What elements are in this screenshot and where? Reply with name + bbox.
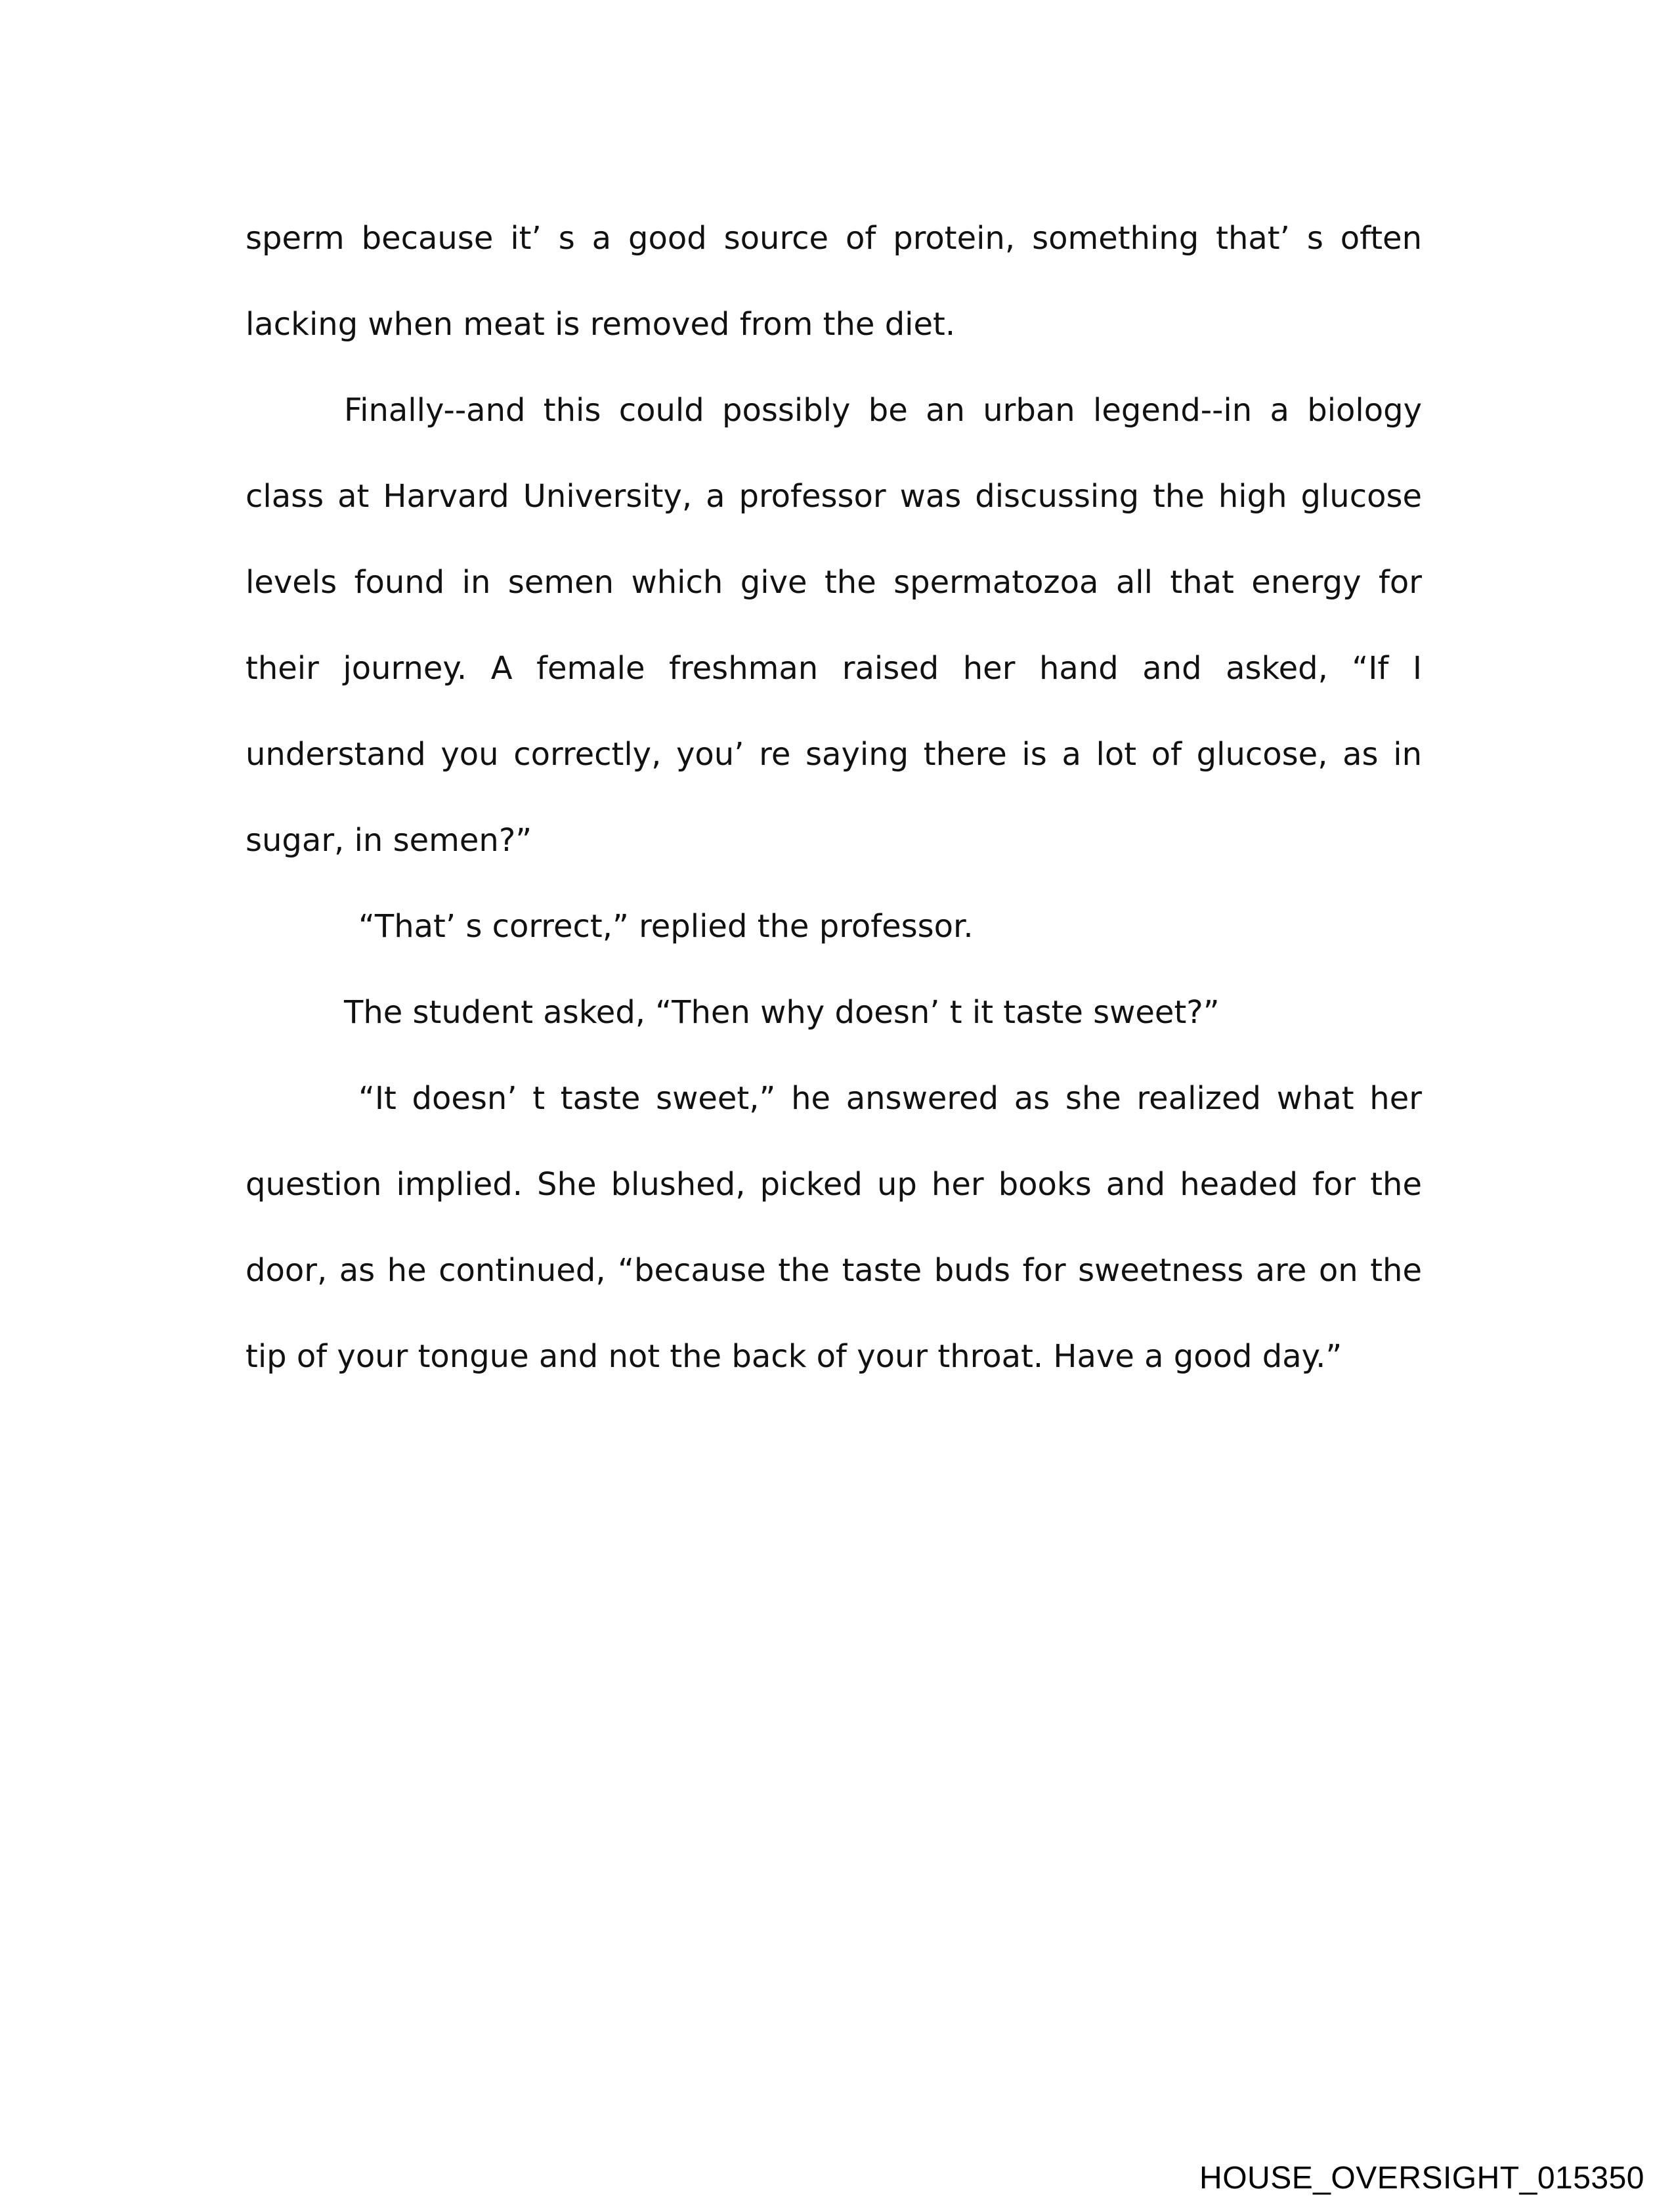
paragraph-professor-reply: “That’ s correct,” replied the professor.: [358, 908, 974, 945]
paragraph-continuation: sperm because it’ s a good source of protein, something that’ s often lacking when meat is removed from the diet.: [246, 220, 1422, 343]
paragraph-student-question: The student asked, “Then why doesn’ t it taste sweet?”: [344, 994, 1220, 1031]
body-text: [246, 196, 1422, 1400]
bates-number: HOUSE_OVERSIGHT_015350: [1199, 2161, 1644, 2196]
paragraph-urban-legend: Finally--and this could possibly be an urban legend--in a biology class at Harvard University, a professor was discussing the high glucose levels found in semen which give the spermatozoa all that energy for their journey. A female freshman raised her hand and asked, “If I understand you correctly, you’ re saying there is a lot of glucose, as in sugar, in semen?”: [246, 392, 1422, 859]
paragraph-professor-answer: “It doesn’ t taste sweet,” he answered as she realized what her question implied. She blushed, picked up her books and headed for the door, as he continued, “because the taste buds for sweetness are on the tip of your tongue and not the back of your throat. Have a good day.”: [246, 1080, 1422, 1375]
